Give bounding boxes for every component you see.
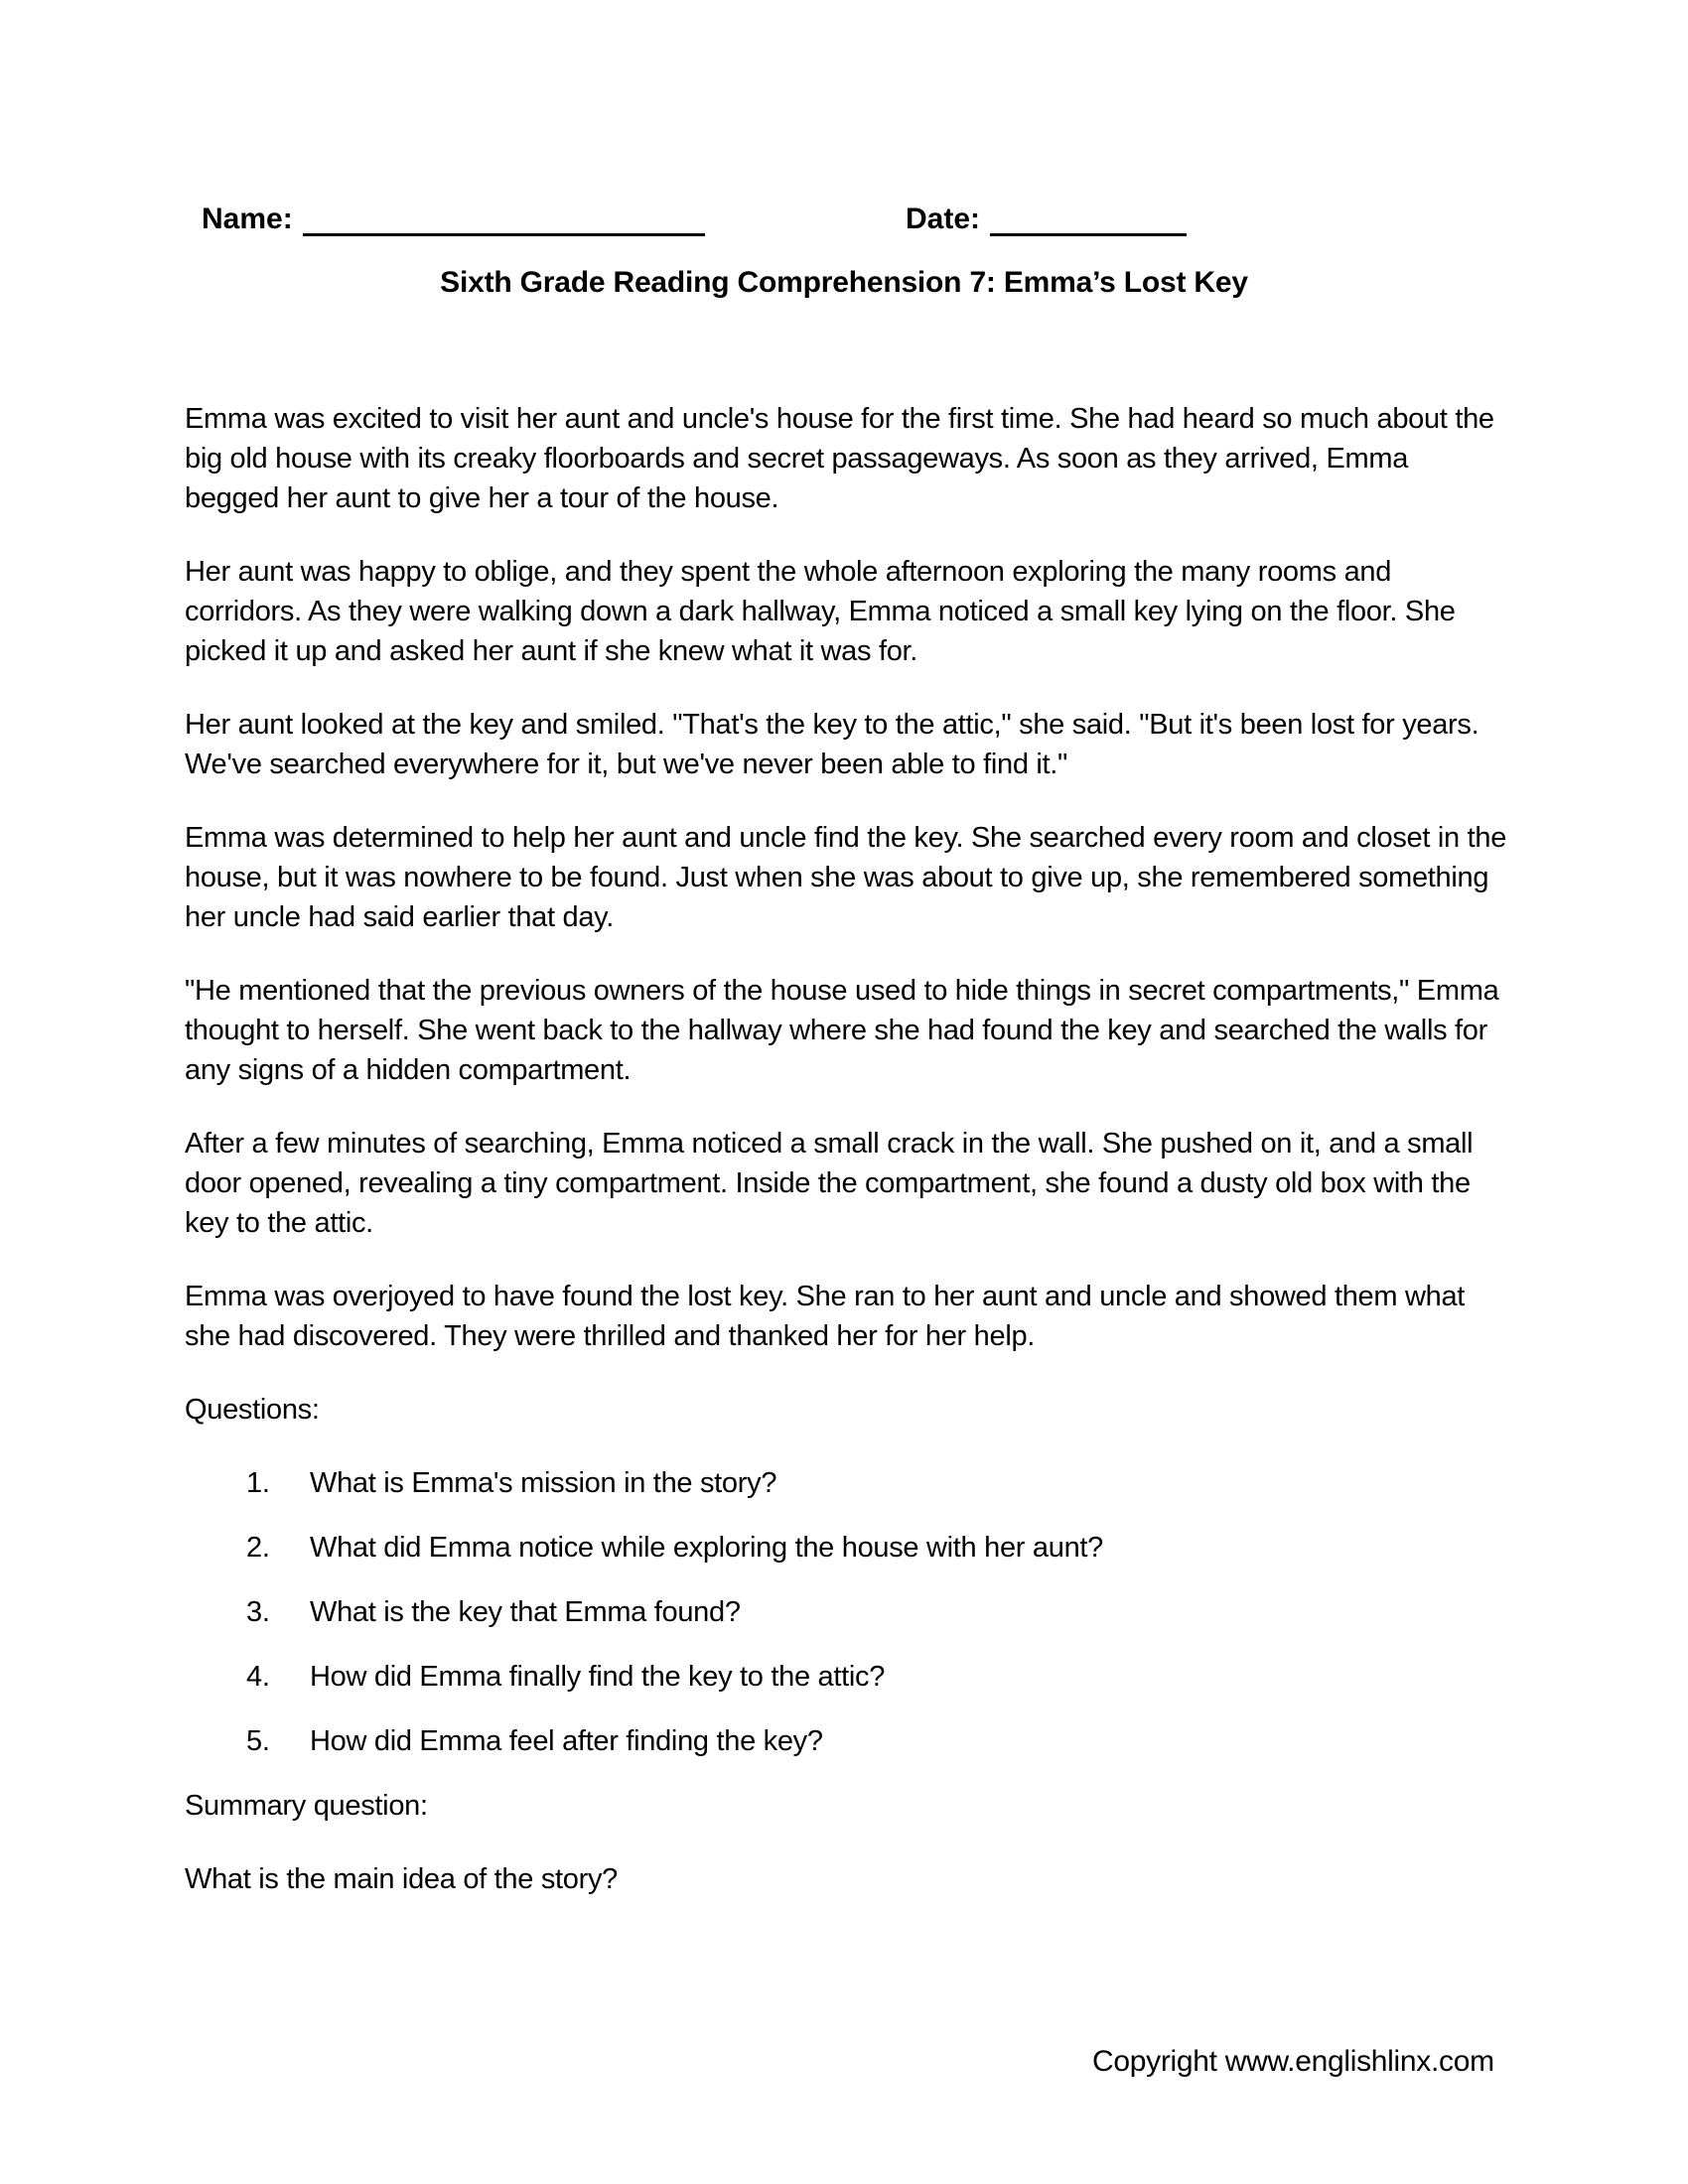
copyright-notice: Copyright www.englishlinx.com [1092,2045,1494,2078]
story-paragraph-4: Emma was determined to help her aunt and uncle find the key. She searched every room and closet in the house, but it was nowhere to be found. Just when she was about to give up, she remembered something her uncle had said earlier that day. [185,822,1507,933]
question-text: How did Emma finally find the key to the attic? [310,1661,886,1693]
question-item-1 [185,1463,1507,1503]
date-fill-in-line[interactable] [990,204,1187,236]
summary-heading: Summary question: [185,1790,428,1822]
name-label: Name: [202,203,293,235]
story-paragraph-5: "He mentioned that the previous owners of the house used to hide things in secret compartments," Emma thought to herself. She went back to the hallway where she had found the key and searched the walls for any signs of a hidden compartment. [185,975,1499,1086]
question-number: 2. [246,1532,270,1564]
question-number: 4. [246,1661,270,1693]
question-number: 5. [246,1725,270,1757]
question-item-4 [185,1657,1507,1697]
question-text: What did Emma notice while exploring the house with her aunt? [310,1532,1103,1564]
question-item-3 [185,1592,1507,1632]
question-text: What is Emma's mission in the story? [310,1467,777,1499]
worksheet-body [185,399,1507,1933]
question-item-5 [185,1721,1507,1761]
question-text: How did Emma feel after finding the key? [310,1725,823,1757]
question-number: 1. [246,1467,270,1499]
question-number: 3. [246,1596,270,1628]
question-text: What is the key that Emma found? [310,1596,741,1628]
worksheet-title: Sixth Grade Reading Comprehension 7: Emma’s Lost Key [440,266,1248,299]
story-paragraph-6: After a few minutes of searching, Emma noticed a small crack in the wall. She pushed on it, and a small door opened, revealing a tiny compartment. Inside the compartment, she found a dusty old box with the key to the attic. [185,1128,1474,1239]
date-field-group [906,203,1187,236]
question-item-2 [185,1528,1507,1568]
questions-list [185,1463,1507,1761]
questions-heading: Questions: [185,1394,320,1426]
date-label: Date: [906,203,981,235]
name-fill-in-line[interactable] [303,204,705,236]
story-paragraph-3: Her aunt looked at the key and smiled. "That's the key to the attic," she said. "But it's been lost for years. We've searched everywhere for it, but we've never been able to find it." [185,709,1479,780]
story-paragraph-2: Her aunt was happy to oblige, and they spent the whole afternoon exploring the many rooms and corridors. As they were walking down a dark hallway, Emma noticed a small key lying on the floor. She picked it up and asked her aunt if she knew what it was for. [185,556,1456,667]
story-paragraph-7: Emma was overjoyed to have found the lost key. She ran to her aunt and uncle and showed them what she had discovered. They were thrilled and thanked her for her help. [185,1281,1466,1352]
story-paragraph-1: Emma was excited to visit her aunt and uncle's house for the first time. She had heard so much about the big old house with its creaky floorboards and secret passageways. As soon as they arrived, Emma begged her aunt to give her a tour of the house. [185,403,1494,514]
name-field-group [202,203,705,236]
summary-question: What is the main idea of the story? [185,1863,618,1895]
header-row [0,203,1688,246]
